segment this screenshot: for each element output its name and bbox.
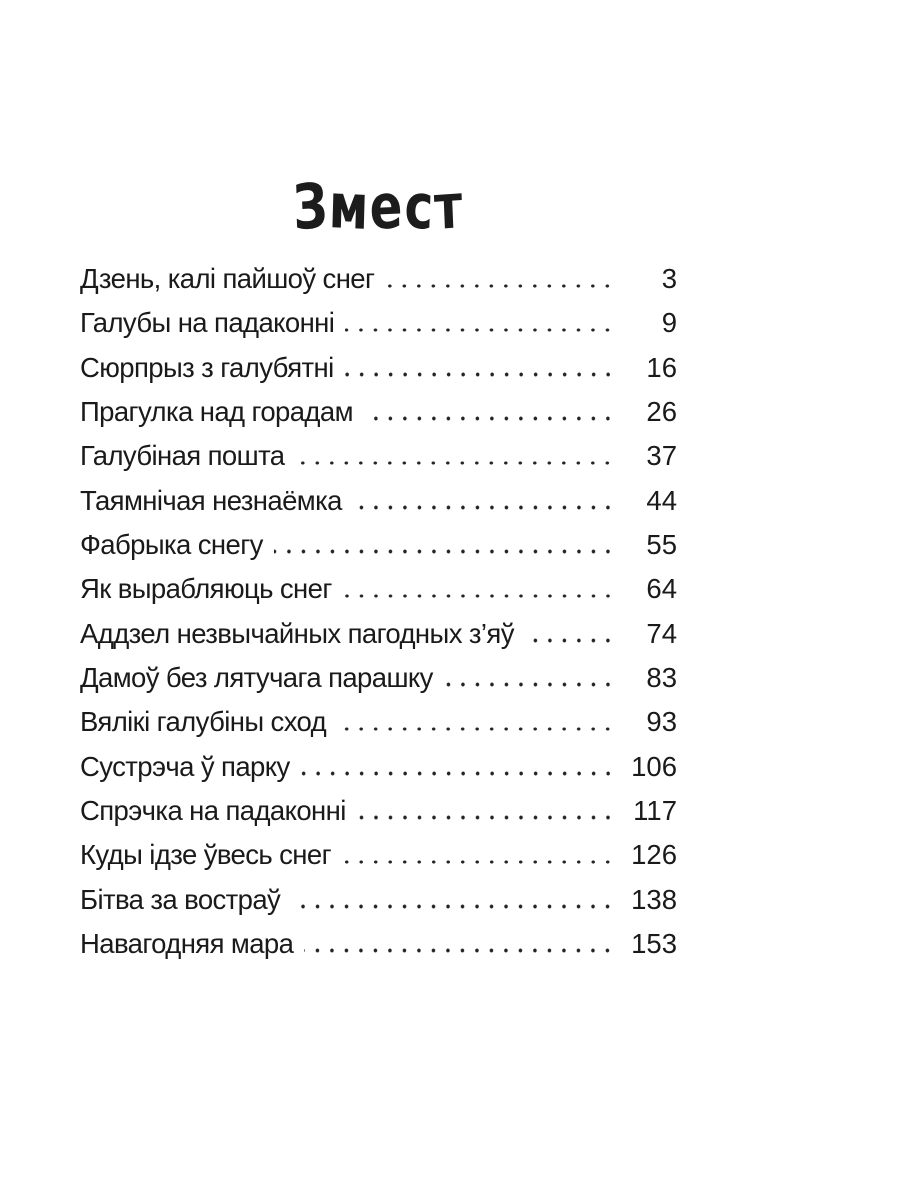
toc-entry-label: Аддзел незвычайных пагодных з’яў xyxy=(80,617,514,649)
toc-entry-page: 117 xyxy=(633,794,677,826)
toc-entry-page: 9 xyxy=(661,307,677,339)
toc-entry-page: 93 xyxy=(646,706,677,738)
toc-entry-page: 106 xyxy=(631,750,677,782)
toc-entry-page: 44 xyxy=(646,484,677,516)
toc-entry-label: Спрэчка на падаконні xyxy=(80,794,346,826)
dot-leader xyxy=(343,594,615,599)
toc-entry xyxy=(80,789,677,833)
toc-entry-page: 138 xyxy=(631,883,677,915)
toc-entry-label: Як вырабляюць снег xyxy=(80,573,332,605)
toc-entry-label: Галубіная пошта xyxy=(80,440,285,472)
toc-entry-page: 26 xyxy=(646,395,677,427)
toc-entry xyxy=(80,922,677,966)
toc-entry-label: Прагулка над горадам xyxy=(80,395,353,427)
dot-leader xyxy=(364,416,615,421)
toc-entry-label: Вялікі галубіны сход xyxy=(80,706,327,738)
toc-entry-page: 153 xyxy=(631,927,677,959)
toc-entry-page: 83 xyxy=(646,661,677,693)
dot-leader xyxy=(342,860,615,865)
toc-entry xyxy=(80,878,677,922)
toc-entry-page: 3 xyxy=(661,263,677,294)
table-of-contents xyxy=(80,257,677,966)
toc-entry-label: Таямнічая незнаёмка xyxy=(80,484,342,516)
toc-entry-label: Дамоў без лятучага парашку xyxy=(80,661,433,693)
toc-entry xyxy=(80,700,677,744)
dot-leader xyxy=(345,372,615,377)
dot-leader xyxy=(291,904,615,909)
page-title: Змест xyxy=(291,168,466,245)
toc-entry xyxy=(80,346,677,390)
toc-entry xyxy=(80,523,677,567)
toc-entry-label: Куды ідзе ўвесь снег xyxy=(80,839,332,871)
toc-entry xyxy=(80,833,677,877)
dot-leader xyxy=(301,771,615,776)
toc-entry xyxy=(80,479,677,523)
toc-entry xyxy=(80,612,677,656)
dot-leader xyxy=(525,638,615,643)
toc-entry-label: Фабрыка снегу xyxy=(80,528,263,560)
dot-leader xyxy=(353,505,615,510)
dot-leader xyxy=(274,549,615,554)
toc-entry xyxy=(80,656,677,700)
toc-entry xyxy=(80,390,677,434)
toc-entry-label: Навагодняя мара xyxy=(80,927,294,959)
toc-entry-label: Сустрэча ў парку xyxy=(80,750,290,782)
toc-entry xyxy=(80,301,677,345)
dot-leader xyxy=(444,682,615,687)
toc-entry-page: 74 xyxy=(646,617,677,649)
dot-leader xyxy=(357,815,615,820)
toc-entry-page: 55 xyxy=(646,528,677,560)
toc-entry-page: 126 xyxy=(631,839,677,871)
toc-entry-page: 16 xyxy=(646,351,677,383)
toc-entry-label: Бітва за востраў xyxy=(80,883,281,915)
dot-leader xyxy=(345,328,615,333)
toc-entry-label: Галубы на падаконні xyxy=(80,307,335,339)
toc-entry-label: Дзень, калі пайшоў снег xyxy=(80,263,375,294)
toc-entry xyxy=(80,567,677,611)
dot-leader xyxy=(304,948,615,953)
toc-entry xyxy=(80,257,677,301)
dot-leader xyxy=(295,461,615,466)
toc-entry-page: 37 xyxy=(646,440,677,472)
dot-leader xyxy=(385,284,615,289)
dot-leader xyxy=(337,727,615,732)
toc-entry xyxy=(80,745,677,789)
toc-entry-page: 64 xyxy=(646,573,677,605)
toc-entry xyxy=(80,434,677,478)
toc-entry-label: Сюрпрыз з галубятні xyxy=(80,351,334,383)
